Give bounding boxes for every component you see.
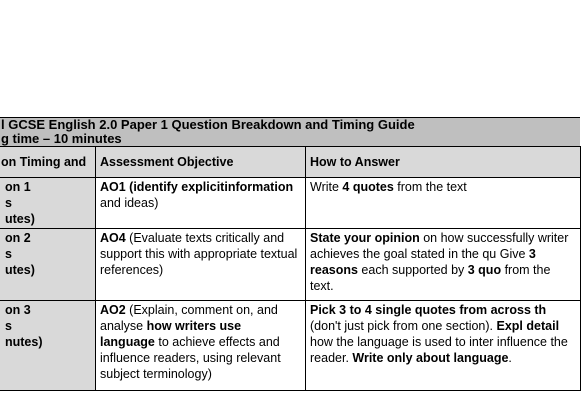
question-line: nutes) (5, 335, 43, 349)
how-to-answer-cell-text: Write (310, 180, 343, 194)
question-line: s (5, 319, 12, 333)
how-to-answer-cell-text: . (508, 351, 512, 365)
how-to-answer-cell-text: each supported by (357, 263, 468, 277)
objective-cell-text: information (224, 180, 294, 194)
table-row (0, 229, 581, 301)
objective-cell (96, 229, 306, 301)
question-line: utes) (5, 263, 35, 277)
how-to-answer-cell (306, 229, 581, 301)
how-to-answer-cell-text: 4 quotes (342, 180, 394, 194)
table-row (0, 301, 581, 391)
objective-cell-text: (Explain, comment on, and analyse (100, 303, 278, 333)
question-line: on 3 (5, 303, 31, 317)
col-header-timing: on Timing and (0, 147, 96, 178)
guide-title: l GCSE English 2.0 Paper 1 Question Breakdown and Timing Guide (0, 117, 580, 132)
how-to-answer-cell-text: Pick 3 to 4 single quotes from across th (310, 303, 547, 317)
objective-cell-text: AO4 (100, 231, 126, 245)
col-header-objective: Assessment Objective (96, 147, 306, 178)
how-to-answer-cell-text: 3 quo (467, 263, 502, 277)
how-to-answer-cell (306, 178, 581, 229)
how-to-answer-cell-text: from the text. (310, 263, 551, 293)
objective-cell-text: and ideas) (100, 196, 159, 210)
objective-cell-text: how writers use language (100, 319, 242, 349)
how-to-answer-cell-text: detail (526, 319, 560, 333)
how-to-answer-cell-text: from the text (393, 180, 467, 194)
breakdown-table (0, 146, 581, 391)
how-to-answer-cell-text: on how successfully writer achieves the goal stated in the qu Give (310, 231, 569, 261)
question-line: utes) (5, 212, 35, 226)
timing-guide (0, 117, 580, 391)
how-to-answer-cell-text: 3 reasons (310, 247, 536, 277)
how-to-answer-cell-text: Write only about language (352, 351, 509, 365)
col-header-how: How to Answer (306, 147, 581, 178)
question-cell (0, 178, 96, 229)
how-to-answer-cell-text: (don't just pick from one section). (310, 319, 497, 333)
how-to-answer-cell-text: Expl (496, 319, 523, 333)
objective-cell-text: (Evaluate texts critically and support this with appropriate textual references) (100, 231, 298, 277)
objective-cell-text: to achieve effects and influence readers, using relevant subject terminology) (100, 335, 281, 381)
objective-cell (96, 301, 306, 391)
objective-cell-text: AO1 (identify explicit (100, 180, 225, 194)
question-line: on 2 (5, 231, 31, 245)
objective-cell-text: AO2 (100, 303, 126, 317)
question-line: s (5, 196, 12, 210)
question-cell (0, 301, 96, 391)
table-row (0, 178, 581, 229)
question-cell (0, 229, 96, 301)
how-to-answer-cell-text: how the language is used to inter influence the reader. (310, 335, 568, 365)
how-to-answer-cell-text: State your opinion (310, 231, 420, 245)
question-line: s (5, 247, 12, 261)
how-to-answer-cell (306, 301, 581, 391)
header-row (0, 147, 581, 178)
reading-time: g time – 10 minutes (0, 132, 580, 146)
question-line: on 1 (5, 180, 31, 194)
objective-cell (96, 178, 306, 229)
